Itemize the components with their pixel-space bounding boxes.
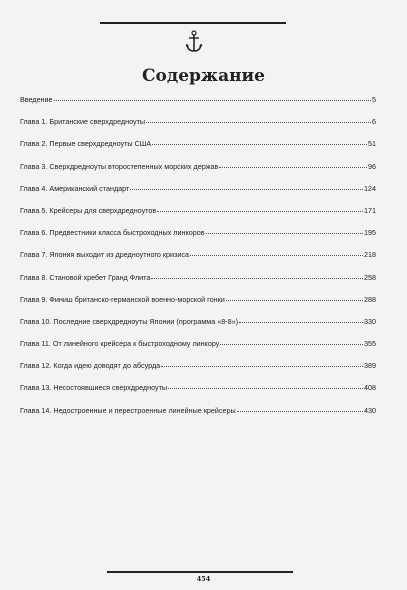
dot-leader [226, 300, 363, 301]
toc-entry [20, 406, 376, 428]
toc-entry [20, 184, 376, 206]
toc-entry-page: 389 [364, 361, 376, 371]
toc-entry [20, 383, 376, 405]
dot-leader [168, 388, 363, 389]
dot-leader [151, 278, 363, 279]
toc-entry-title: Введение [20, 95, 53, 104]
toc-entry-title: Глава 5. Крейсеры для сверхдредноутов [20, 205, 157, 215]
toc-entry-page: 288 [364, 294, 376, 304]
toc-entry [20, 206, 376, 228]
toc-entry-page: 51 [368, 139, 376, 149]
toc-entry [20, 361, 376, 383]
toc-entry-title: Глава 3. Сверхдредноуты второстепенных морских держав [20, 161, 219, 171]
dot-leader [206, 233, 363, 234]
toc-entry-page: 124 [364, 183, 376, 193]
toc-entry-title: Глава 13. Несостоявшиеся сверхдредноуты [20, 383, 168, 393]
toc-entry-page: 6 [372, 117, 376, 127]
dot-leader [152, 144, 367, 145]
toc-entry-title: Глава 6. Предвестники класса быстроходных линкоров [20, 228, 205, 238]
toc-entry-title: Глава 9. Финиш британско-германской военно-морской гонки [20, 294, 225, 304]
toc-entry-title: Глава 10. Последние сверхдредноуты Японии (программа «8-8») [20, 316, 238, 326]
toc-entry [20, 273, 376, 295]
dot-leader [239, 322, 363, 323]
dot-leader [219, 167, 367, 168]
toc-entry-page: 430 [364, 405, 376, 415]
anchor-icon [184, 30, 204, 54]
top-rule [100, 22, 286, 24]
toc-entry-title: Глава 1. Британские сверхдредноуты [20, 117, 146, 127]
toc-entry-page: 408 [364, 383, 376, 393]
toc-entry [20, 250, 376, 272]
bottom-rule [107, 571, 293, 573]
dot-leader [54, 100, 371, 101]
toc-entry-page: 330 [364, 316, 376, 326]
dot-leader [220, 344, 363, 345]
toc-entry-page: 5 [372, 95, 376, 104]
toc-entry-title: Глава 14. Недостроенные и перестроенные линейные крейсеры [20, 405, 236, 415]
page-title: Содержание [142, 66, 265, 86]
toc-entry [20, 95, 376, 117]
toc-entry-title: Глава 8. Становой хребет Гранд Флита [20, 272, 151, 282]
toc-entry-title: Глава 7. Япония выходит из дредноутного кризиса [20, 250, 189, 260]
toc-entry [20, 317, 376, 339]
toc-entry-page: 96 [368, 161, 376, 171]
table-of-contents [20, 95, 376, 428]
toc-entry [20, 117, 376, 139]
toc-entry-page: 218 [364, 250, 376, 260]
dot-leader [161, 366, 363, 367]
toc-entry [20, 162, 376, 184]
toc-entry-page: 355 [364, 339, 376, 349]
page-number: 454 [196, 575, 211, 583]
dot-leader [190, 255, 363, 256]
toc-entry-page: 195 [364, 228, 376, 238]
toc-entry [20, 228, 376, 250]
toc-entry [20, 295, 376, 317]
toc-entry-title: Глава 12. Когда идею доводят до абсурда [20, 361, 161, 371]
toc-entry-page: 171 [364, 205, 376, 215]
toc-entry-title: Глава 11. От линейного крейсера к быстроходному линкору [20, 339, 220, 349]
dot-leader [157, 211, 363, 212]
toc-entry-title: Глава 2. Первые сверхдредноуты США [20, 139, 152, 149]
dot-leader [237, 411, 363, 412]
toc-entry [20, 139, 376, 161]
dot-leader [146, 122, 371, 123]
toc-entry-title: Глава 4. Американский стандарт [20, 183, 130, 193]
toc-entry-page: 258 [364, 272, 376, 282]
dot-leader [130, 189, 363, 190]
toc-entry [20, 339, 376, 361]
